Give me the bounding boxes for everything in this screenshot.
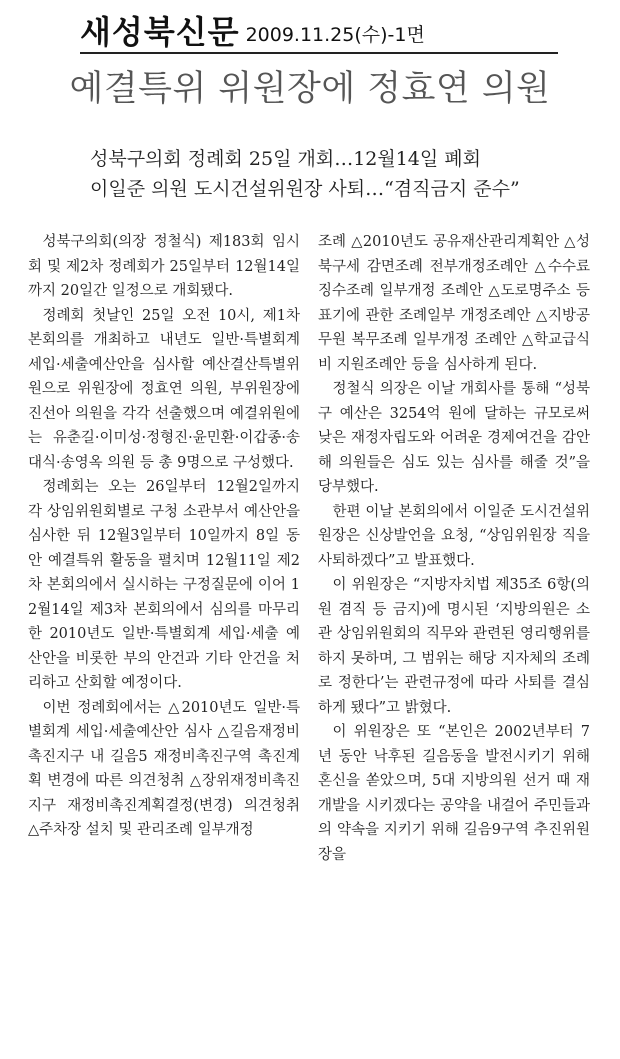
article-paragraph: 정례회 첫날인 25일 오전 10시, 제1차 본회의를 개최하고 내년도 일반·특별회계 세입·세출예산안을 심사할 예산결산특별위원으로 위원장에 정효연 의원, 부위원장에 진선아 의원을 각각 선출했으며 예결위원에는 유춘길·이미성·정형진·윤민환·이갑종·송대식·송영옥 의원 등 총 9명으로 구성했다. — [28, 307, 300, 471]
article-paragraph: 한편 이날 본회의에서 이일준 도시건설위원장은 신상발언을 요청, “상임위원장 직을 사퇴하겠다”고 발표했다. — [318, 503, 590, 569]
subheadline-2: 이일준 의원 도시건설위원장 사퇴…“겸직금지 준수” — [90, 178, 520, 200]
masthead-underline — [80, 52, 558, 54]
article-paragraph: 이 위원장은 또 “본인은 2002년부터 7년 동안 낙후된 길음동을 발전시키기 위해 혼신을 쏟았으며, 5대 지방의원 선거 때 재개발을 시키겠다는 공약을 내걸어 주민들과의 약속을 지키기 위해 길음9구역 추진위원장을 — [318, 724, 590, 863]
article-paragraph: 정철식 의장은 이날 개회사를 통해 “성북구 예산은 3254억 원에 달하는 규모로써 낮은 재정자립도와 어려운 경제여건을 감안해 의원들은 심도 있는 심사를 해줄 것”을 당부했다. — [318, 381, 590, 495]
edition-date: 2009.11.25(수)-1면 — [245, 24, 425, 46]
article-paragraph: 성북구의회(의장 정철식) 제183회 임시회 및 제2차 정례회가 25일부터 12월14일까지 20일간 일정으로 개회됐다. — [28, 234, 300, 299]
newspaper-name: 새성북신문 — [80, 13, 240, 51]
article-column-left — [28, 230, 300, 843]
subheadline-1: 성북구의회 정례회 25일 개회…12월14일 폐회 — [90, 148, 481, 170]
article-column-right — [318, 230, 590, 867]
article-paragraph: 정례회는 오는 26일부터 12월2일까지 각 상임위원회별로 구청 소관부서 예산안을 심사한 뒤 12월3일부터 10일까지 8일 동안 예결특위 활동을 펼치며 12월11일 제2차 본회의에서 실시하는 구정질문에 이어 12월14일 제3차 본회의에서 심의를 마무리한 2010년도 일반·특별회계 세입·세출 예산안을 비롯한 부의 안건과 기타 안건을 처리하고 산회할 예정이다. — [28, 479, 300, 691]
article-paragraph: 조례 △2010년도 공유재산관리계획안 △성북구세 감면조례 전부개정조례안 △수수료 징수조례 일부개정 조례안 △도로명주소 등 표기에 관한 조례일부 개정조례안 △지방공무원 복무조례 일부개정 조례안 △학교급식비 지원조례안 등을 심사하게 된다. — [318, 234, 590, 373]
article-paragraph: 이번 정례회에서는 △2010년도 일반·특별회계 세입·세출예산안 심사 △길음재정비촉진지구 내 길음5 재정비촉진구역 촉진계획 변경에 따른 의견청취 △장위재정비촉진지구 재정비촉진계획결정(변경) 의견청취 △주차장 설치 및 관리조례 일부개정 — [28, 699, 300, 838]
article-paragraph: 이 위원장은 “지방자치법 제35조 6항(의원 겸직 등 금지)에 명시된 ‘지방의원은 소관 상임위원회의 직무와 관련된 영리행위를 하지 못하며, 그 범위는 해당 지자체의 조례로 정한다’는 관련규정에 따라 사퇴를 결심하게 됐다”고 밝혔다. — [318, 577, 590, 716]
article-headline: 예결특위 위원장에 정효연 의원 — [69, 69, 551, 109]
masthead — [80, 8, 560, 50]
